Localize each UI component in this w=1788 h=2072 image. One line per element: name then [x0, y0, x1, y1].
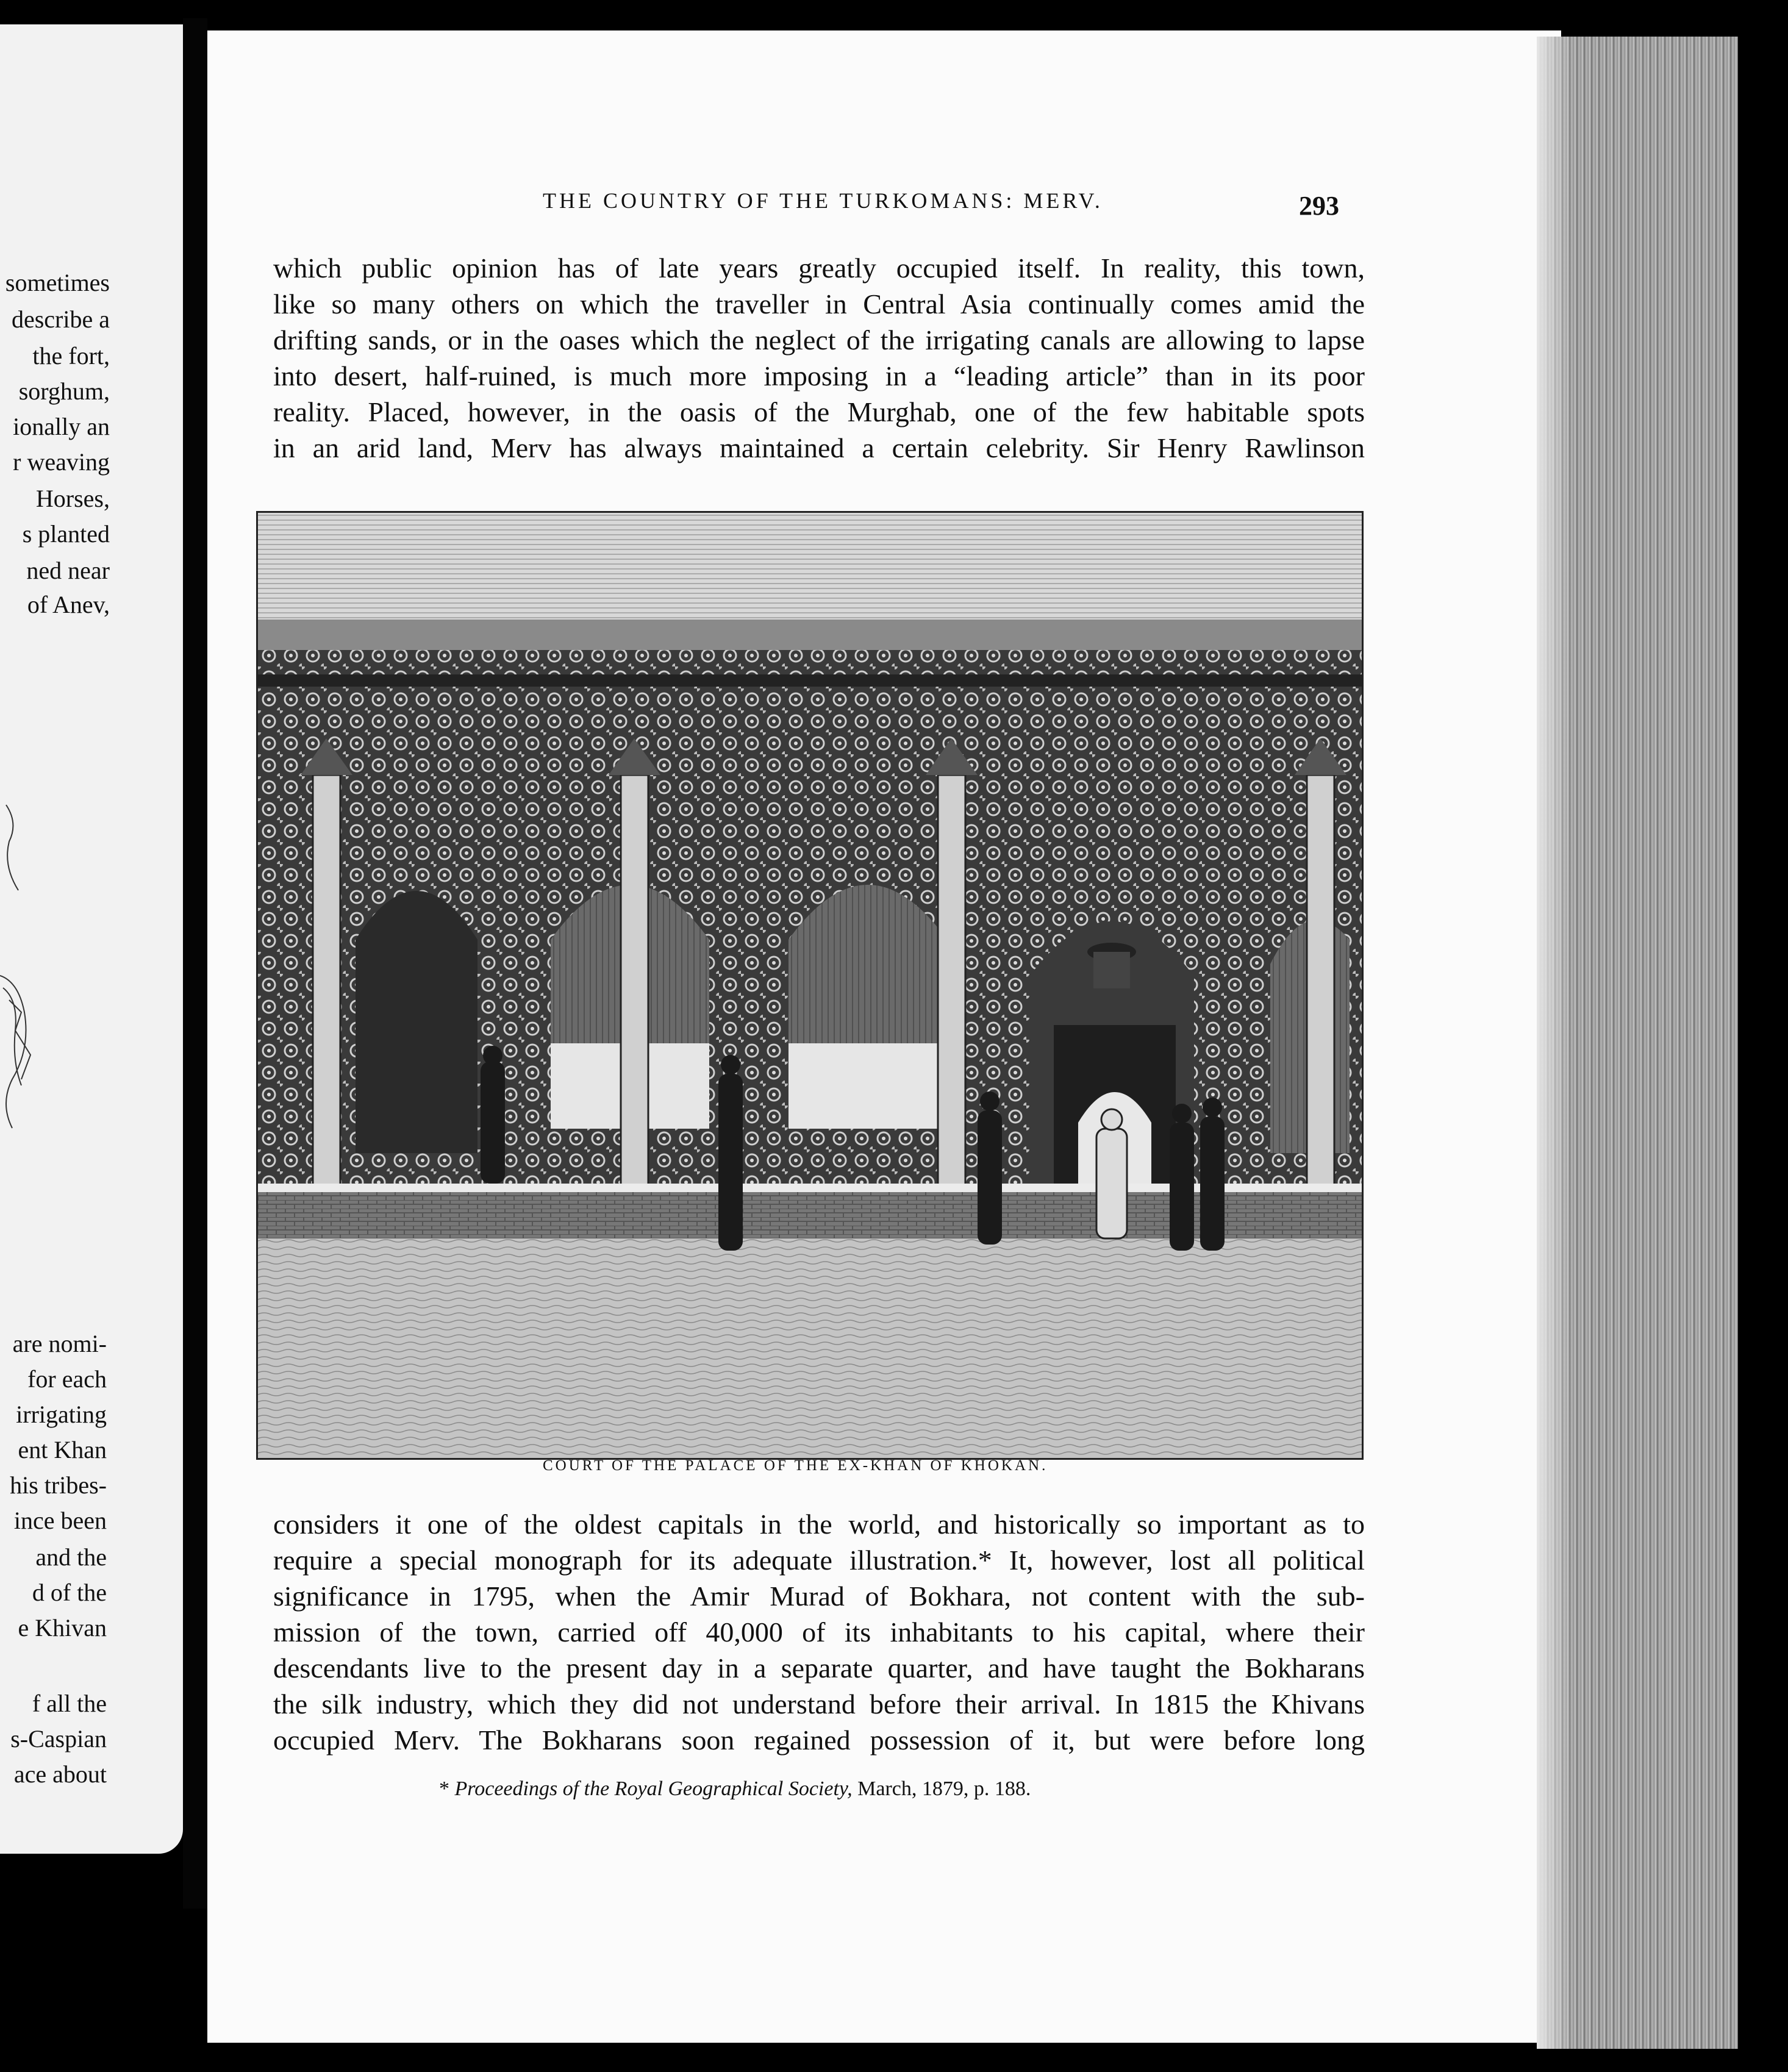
left-line: of Anev, — [27, 591, 110, 618]
page-number: 293 — [1299, 191, 1339, 221]
paragraph-top — [273, 250, 1365, 466]
text-line: mission of the town, carried off 40,000 of its inhabitants to his capital, where their — [273, 1617, 1365, 1648]
text-line: in an arid land, Merv has always maintained a certain celebrity. Sir Henry Rawlinson — [273, 432, 1365, 463]
left-page-sketch-illustration — [0, 793, 43, 1220]
left-line: ince been — [13, 1507, 107, 1534]
left-line: his tribes- — [10, 1471, 107, 1499]
footnote — [439, 1777, 1031, 1801]
left-line: sorghum, — [18, 377, 110, 405]
footnote-marker: * — [439, 1777, 449, 1800]
text-line: considers it one of the oldest capitals in the world, and historically so important as to — [273, 1509, 1365, 1540]
page-edges — [1537, 37, 1738, 2049]
left-line: for each — [27, 1365, 107, 1393]
paragraph-bottom — [273, 1506, 1365, 1758]
running-head: THE COUNTRY OF THE TURKOMANS: MERV. — [543, 188, 1103, 213]
text-line: significance in 1795, when the Amir Murad of Bokhara, not content with the sub- — [273, 1581, 1365, 1612]
left-facing-page — [0, 24, 183, 1854]
engraving-illustration — [256, 511, 1364, 1460]
left-line: are nomi- — [12, 1330, 107, 1357]
left-line: ned near — [26, 557, 110, 584]
left-line: e Khivan — [18, 1614, 107, 1642]
palace-court-engraving — [258, 513, 1362, 1458]
left-line: Horses, — [35, 485, 110, 512]
left-line: f all the — [32, 1690, 107, 1717]
left-line: describe a — [11, 305, 110, 333]
text-line: reality. Placed, however, in the oasis of the Murghab, one of the few habitable spots — [273, 396, 1365, 427]
book-gutter — [183, 18, 207, 1909]
left-line: s planted — [22, 520, 110, 548]
left-line: the fort, — [32, 342, 110, 370]
text-line: into desert, half-ruined, is much more imposing in a “leading article” than in its poor — [273, 360, 1365, 391]
left-line: ionally an — [13, 413, 110, 440]
left-line: and the — [35, 1543, 107, 1571]
text-line: the silk industry, which they did not understand before their arrival. In 1815 the Khivans — [273, 1688, 1365, 1720]
left-line: ent Khan — [18, 1436, 107, 1463]
text-line: require a special monograph for its adequate illustration.* It, however, lost all political — [273, 1545, 1365, 1576]
text-line: occupied Merv. The Bokharans soon regained possession of it, but were before long — [273, 1724, 1365, 1756]
text-line: drifting sands, or in the oases which the neglect of the irrigating canals are allowing to lapse — [273, 324, 1365, 355]
left-line: irrigating — [16, 1401, 107, 1428]
illustration-caption: COURT OF THE PALACE OF THE EX-KHAN OF KHOKAN. — [543, 1457, 1048, 1474]
text-line: descendants live to the present day in a separate quarter, and have taught the Bokharans — [273, 1652, 1365, 1684]
left-line: d of the — [32, 1579, 107, 1606]
footnote-title: Proceedings of the Royal Geographical Society, — [454, 1777, 853, 1800]
left-line: sometimes — [5, 269, 110, 296]
left-line: r weaving — [13, 448, 110, 476]
footnote-citation: March, 1879, p. 188. — [857, 1777, 1031, 1800]
left-line: ace about — [13, 1760, 107, 1788]
text-line: like so many others on which the traveller in Central Asia continually comes amid the — [273, 288, 1365, 320]
left-line: s-Caspian — [10, 1725, 107, 1752]
text-line: which public opinion has of late years greatly occupied itself. In reality, this town, — [273, 252, 1365, 284]
